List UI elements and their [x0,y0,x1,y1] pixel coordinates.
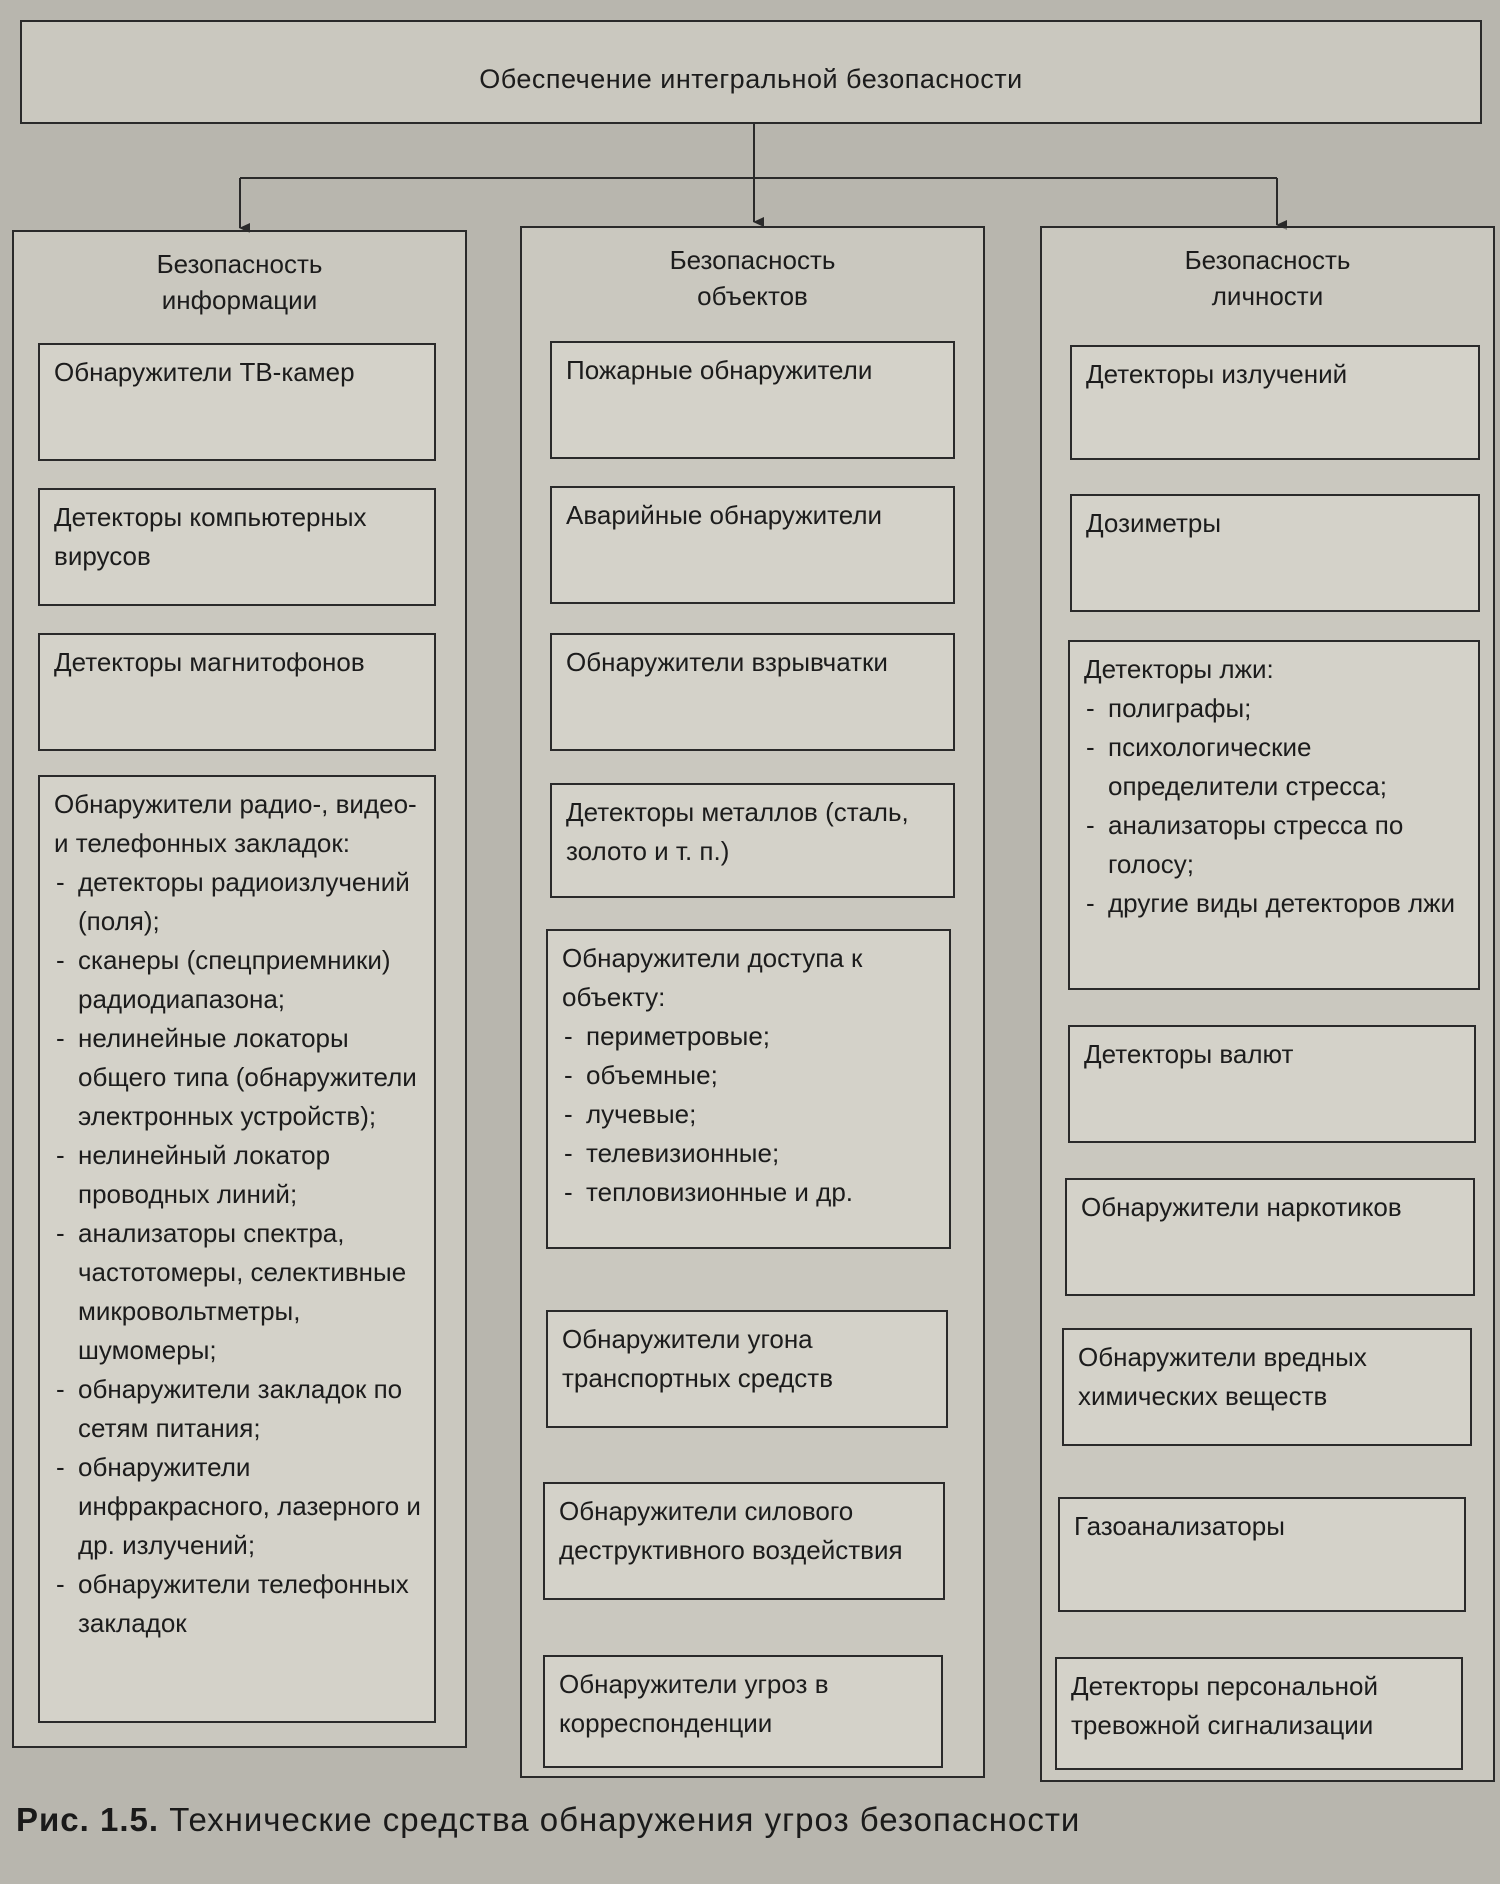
list-item: - нелинейные локаторы общего типа (обнаружители электронных устройств); [54,1019,424,1136]
list-item: - детекторы радиоизлучений (поля); [54,863,424,941]
node-access-detectors: Обнаружители доступа к объекту: - периметровые; - объемные; - лучевые; - телевизионные; - тепловизионные и др. [546,929,951,1249]
node-mail-threat-detectors: Обнаружители угроз в корреспонденции [543,1655,943,1768]
list-item: - сканеры (спецприемники) радиодиапазона; [54,941,424,1019]
node-computer-virus-detectors: Детекторы компьютерных вирусов [38,488,436,606]
node-chemical-detectors: Обнаружители вредных химических веществ [1062,1328,1472,1446]
list-item: - обнаружители инфракрасного, лазерного и др. излучений; [54,1448,424,1565]
list-item: - другие виды детекторов лжи [1084,884,1468,923]
bullet-list [1084,689,1468,923]
list-item: - обнаружители телефонных закладок [54,1565,424,1643]
list-item: - телевизионные; [562,1134,939,1173]
list-item: - нелинейный локатор проводных линий; [54,1136,424,1214]
node-personal-alarm-detectors: Детекторы персональной тревожной сигнализации [1055,1657,1463,1770]
list-item: - лучевые; [562,1095,939,1134]
list-item: - тепловизионные и др. [562,1173,939,1212]
node-emergency-detectors: Аварийные обнаружители [550,486,955,604]
list-item: - обнаружители закладок по сетям питания; [54,1370,424,1448]
node-gas-analyzers: Газоанализаторы [1058,1497,1466,1612]
node-lie-detectors: Детекторы лжи: - полиграфы; - психологические определители стресса; - анализаторы стресса по голосу; - другие виды детекторов лжи [1068,640,1480,990]
node-tv-camera-detectors: Обнаружители ТВ-камер [38,343,436,461]
node-explosive-detectors: Обнаружители взрывчатки [550,633,955,751]
figure-caption-text: Технические средства обнаружения угроз безопасности [169,1801,1081,1838]
figure-caption [16,1800,1416,1840]
node-force-impact-detectors: Обнаружители силового деструктивного воздействия [543,1482,945,1600]
root-title: Обеспечение интегральной безопасности [479,64,1023,94]
node-vehicle-theft-detectors: Обнаружители угона транспортных средств [546,1310,948,1428]
node-dosimeters: Дозиметры [1070,494,1480,612]
list-item: - анализаторы спектра, частотомеры, селективные микровольтметры, шумомеры; [54,1214,424,1370]
list-item: - полиграфы; [1084,689,1468,728]
bullet-list [54,863,424,1643]
list-item: - объемные; [562,1056,939,1095]
figure-number: Рис. 1.5. [16,1801,160,1838]
list-item: - психологические определители стресса; [1084,728,1468,806]
bullet-list [562,1017,939,1212]
node-metal-detectors: Детекторы металлов (сталь, золото и т. п.) [550,783,955,898]
column-title: Безопасность личности [1184,245,1351,311]
node-drug-detectors: Обнаружители наркотиков [1065,1178,1475,1296]
node-bug-detectors: Обнаружители радио-, видео- и телефонных закладок: - детекторы радиоизлучений (поля); - сканеры (спецприемники) радиодиапазона; - нелинейные локаторы общего типа (обнаружители электронных устройств); - нелинейный локатор проводных линий; - анализаторы спектра, частотомеры, селективные микровольтметры, шумомеры; - обнаружители закладок по сетям питания; - обнаружители инфракрасного, лазерного и др. излучений; - обнаружители телефонных закладок [38,775,436,1723]
node-tape-recorder-detectors: Детекторы магнитофонов [38,633,436,751]
node-radiation-detectors: Детекторы излучений [1070,345,1480,460]
node-currency-detectors: Детекторы валют [1068,1025,1476,1143]
node-fire-detectors: Пожарные обнаружители [550,341,955,459]
list-item: - анализаторы стресса по голосу; [1084,806,1468,884]
list-item: - периметровые; [562,1017,939,1056]
column-title: Безопасность информации [156,249,323,315]
column-title: Безопасность объектов [669,245,836,311]
